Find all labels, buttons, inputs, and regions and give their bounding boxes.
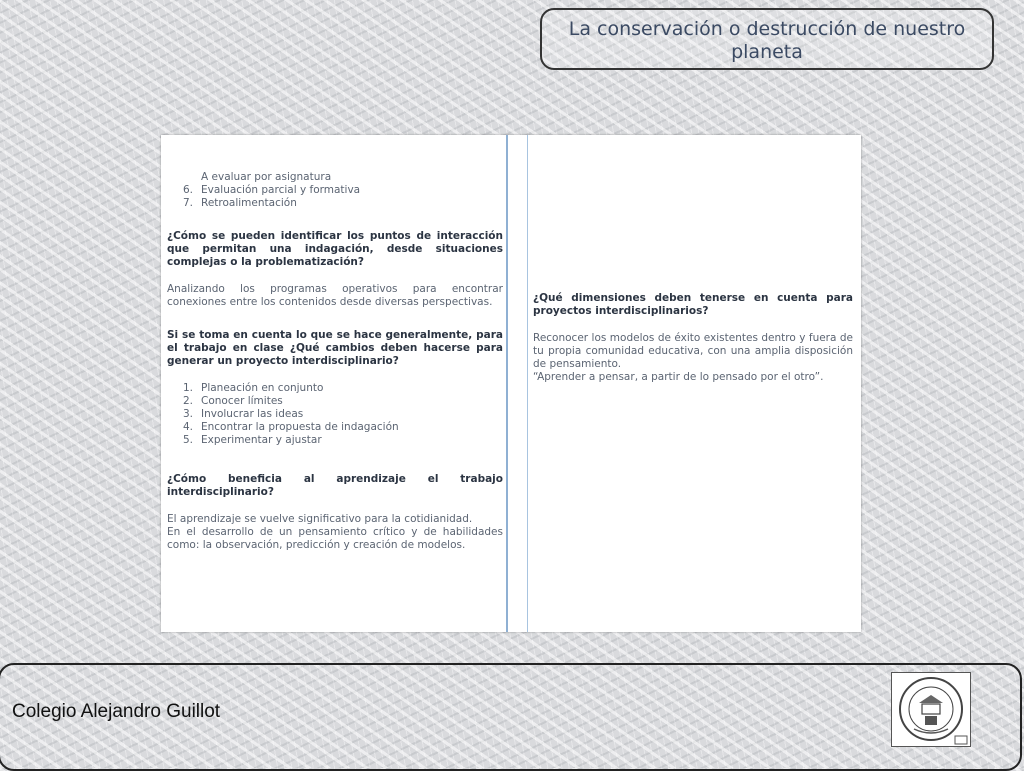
slide-title-line1: La conservación o destrucción de nuestro: [568, 18, 966, 40]
column-divider: [506, 135, 508, 632]
slide-title-line2: planeta: [731, 41, 803, 63]
answer-dimensions: Reconocer los modelos de éxito existentes dentro y fuera de tu propia comunidad educativa, con una amplia disposición de pensamiento.: [533, 332, 853, 370]
list-item: 7. Retroalimentación: [182, 197, 297, 209]
column-divider-secondary: [527, 135, 528, 632]
list-item: 2. Conocer límites: [182, 395, 283, 407]
question-benefits: ¿Cómo beneficia al aprendizaje el trabajo interdisciplinario?: [167, 473, 503, 498]
school-name: Colegio Alejandro Guillot: [12, 701, 221, 722]
list-item: 6. Evaluación parcial y formativa: [182, 184, 361, 196]
changes-list: [167, 382, 503, 447]
list-item: A evaluar por asignatura: [201, 171, 332, 183]
seal-icon: [892, 673, 970, 746]
document-image: [161, 135, 861, 632]
list-item: 3. Involucrar las ideas: [182, 408, 304, 420]
list-item: 5. Experimentar y ajustar: [182, 434, 322, 446]
left-column: [167, 171, 503, 552]
answer-interaction-points: Analizando los programas operativos para encontrar conexiones entre los contenidos desde diversas perspectivas.: [167, 283, 503, 308]
school-seal-logo: [891, 672, 971, 747]
question-dimensions: ¿Qué dimensiones deben tenerse en cuenta para proyectos interdisciplinarios?: [533, 292, 853, 317]
evaluation-list: [167, 171, 503, 210]
question-changes: Si se toma en cuenta lo que se hace generalmente, para el trabajo en clase ¿Qué cambios deben hacerse para generar un proyecto interdisciplinario?: [167, 329, 503, 367]
list-item: 1. Planeación en conjunto: [182, 382, 324, 394]
answer-benefits-2: En el desarrollo de un pensamiento crítico y de habilidades como: la observación, predicción y creación de modelos.: [167, 526, 503, 551]
answer-quote: “Aprender a pensar, a partir de lo pensado por el otro”.: [533, 371, 824, 383]
right-column: [533, 292, 853, 384]
answer-benefits-1: El aprendizaje se vuelve significativo para la cotidianidad.: [167, 513, 473, 525]
slide-title: [540, 8, 994, 70]
list-item: 4. Encontrar la propuesta de indagación: [182, 421, 399, 433]
question-interaction-points: ¿Cómo se pueden identificar los puntos de interacción que permitan una indagación, desde situaciones complejas o la problematización?: [167, 230, 503, 268]
